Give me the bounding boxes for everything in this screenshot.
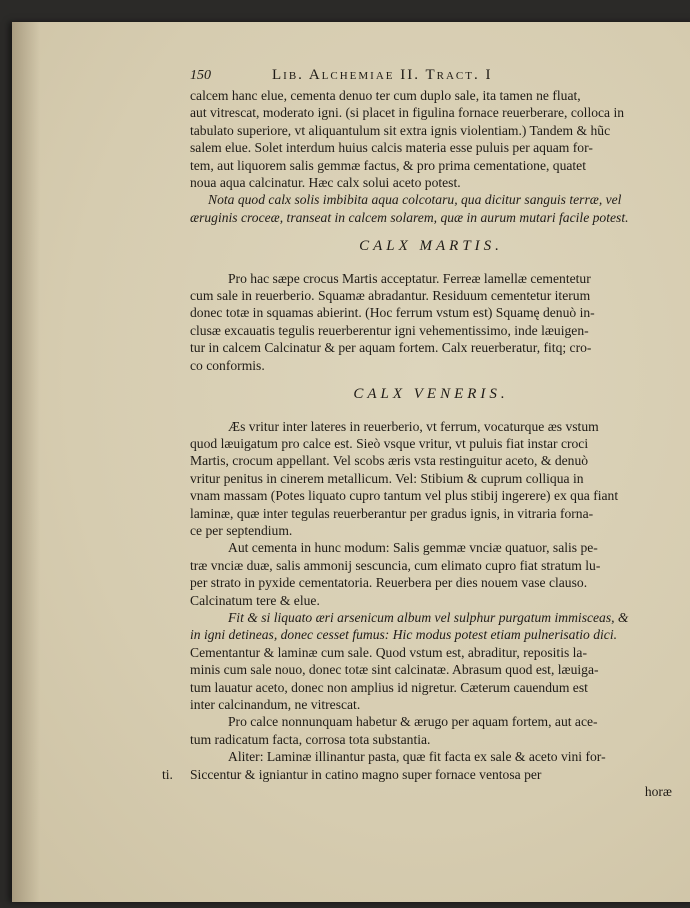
text-line: træ vnciæ duæ, salis ammonij sescuncia, cum elimato cupro fiat stratum lu- [190, 557, 601, 573]
text-line-italic: in igni detineas, donec cesset fumus: Hic modus potest etiam pulnerisatio dici. [190, 627, 618, 643]
text-line: clusæ excauatis tegulis reuerberentur igni vehementissimo, inde læuigen- [190, 322, 589, 338]
section-heading-veneris: CALX VENERIS. [353, 386, 509, 403]
text-line [162, 766, 672, 783]
text-line: tabulato superiore, vt aliquantulum sit extra ignis violentiam.) Tandem & hũc [190, 122, 611, 138]
text-line: tum lauatur aceto, donec non amplius id nigretur. Cæterum cauendum est [190, 679, 588, 695]
text-line: Martis, crocum appellant. Vel scobs æris vsta restinguitur aceto, & denuò [190, 453, 589, 469]
text-line-italic: Fit & si liquato æri arsenicum album vel sulphur purgatum immisceas, & [228, 609, 629, 625]
text-line: laminæ, quæ inter tegulas reuerberantur per gradus ignis, in vitraria forna- [190, 505, 594, 521]
text-line: aut vitrescat, moderato igni. (si placet in figulina fornace reuerberare, colloca in [190, 105, 625, 121]
text-line: per strato in pyxide cementatoria. Reuerbera per dies nouem vase clauso. [190, 575, 588, 591]
text-line: vnam massam (Potes liquato cupro tantum vel plus stibij ingerere) ex qua fiant [190, 488, 619, 504]
text-line: Aliter: Laminæ illinantur pasta, quæ fit facta ex sale & aceto vini for- [228, 749, 606, 765]
text-line-italic: æruginis croceæ, transeat in calcem solarem, quæ in aurum mutari facile potest. [190, 209, 629, 225]
text-line: tum radicatum facta, corrosa tota substantia. [190, 731, 431, 747]
gutter-shadow [12, 22, 40, 902]
text-line: Calcinatum tere & elue. [190, 592, 320, 608]
text-line: Cementantur & laminæ cum sale. Quod vstum est, abraditur, repositis la- [190, 644, 587, 660]
text-line: Pro calce nonnunquam habetur & ærugo per aquam fortem, aut ace- [228, 714, 598, 730]
text-line: tur in calcem Calcinatur & per aquam fortem. Calx reuerberatur, fitq; cro- [190, 340, 592, 356]
text-line: calcem hanc elue, cementa denuo ter cum duplo sale, ita tamen ne fluat, [190, 88, 581, 103]
text-line: tem, aut liquorem salis gemmæ factus, & pro prima cementatione, quatet [190, 157, 586, 173]
text-block [162, 67, 672, 800]
text-line: salem elue. Solet interdum huius calcis materia esse puluis per aquam for- [190, 140, 593, 156]
page-number: 150 [190, 68, 211, 83]
text-line-content: Siccentur & igniantur in catino magno super fornace ventosa per [190, 766, 542, 782]
running-header [190, 67, 672, 87]
running-title: Lib. Alchemiae II. Tract. I [272, 67, 493, 83]
margin-note: ti. [162, 766, 173, 782]
text-line: noua aqua calcinatur. Hæc calx solui aceto potest. [190, 175, 461, 191]
text-line: cum sale in reuerberio. Squamæ abradantur. Residuum cementetur iterum [190, 288, 591, 304]
text-line: co conformis. [190, 357, 265, 373]
text-line: Æs vritur inter lateres in reuerberio, vt ferrum, vocaturque æs vstum [228, 418, 599, 434]
section-heading-martis: CALX MARTIS. [359, 238, 503, 255]
catchword: horæ [644, 784, 672, 800]
text-line: Pro hac sæpe crocus Martis acceptatur. Ferreæ lamellæ cementetur [228, 270, 591, 286]
text-line-italic: Nota quod calx solis imbibita aqua colcotaru, qua dicitur sanguis terræ, vel [208, 192, 622, 208]
text-line: donec totæ in squamas abierint. (Hoc ferrum vstum est) Squamę denuò in- [190, 305, 595, 321]
book-page [12, 22, 690, 902]
text-line: minis cum sale nouo, donec totæ sint calcinatæ. Abrasum quod est, læuiga- [190, 662, 599, 678]
text-line: inter calcinandum, ne vitrescat. [190, 697, 361, 712]
text-line: vritur penitus in cinerem metallicum. Vel: Stibium & cuprum colliqua in [190, 470, 584, 486]
text-line: quod læuigatum pro calce est. Sieò vsque vritur, vt puluis fiat instar croci [190, 435, 589, 451]
text-line: ce per septendium. [190, 522, 293, 538]
text-line: Aut cementa in hunc modum: Salis gemmæ vnciæ quatuor, salis pe- [228, 540, 598, 556]
